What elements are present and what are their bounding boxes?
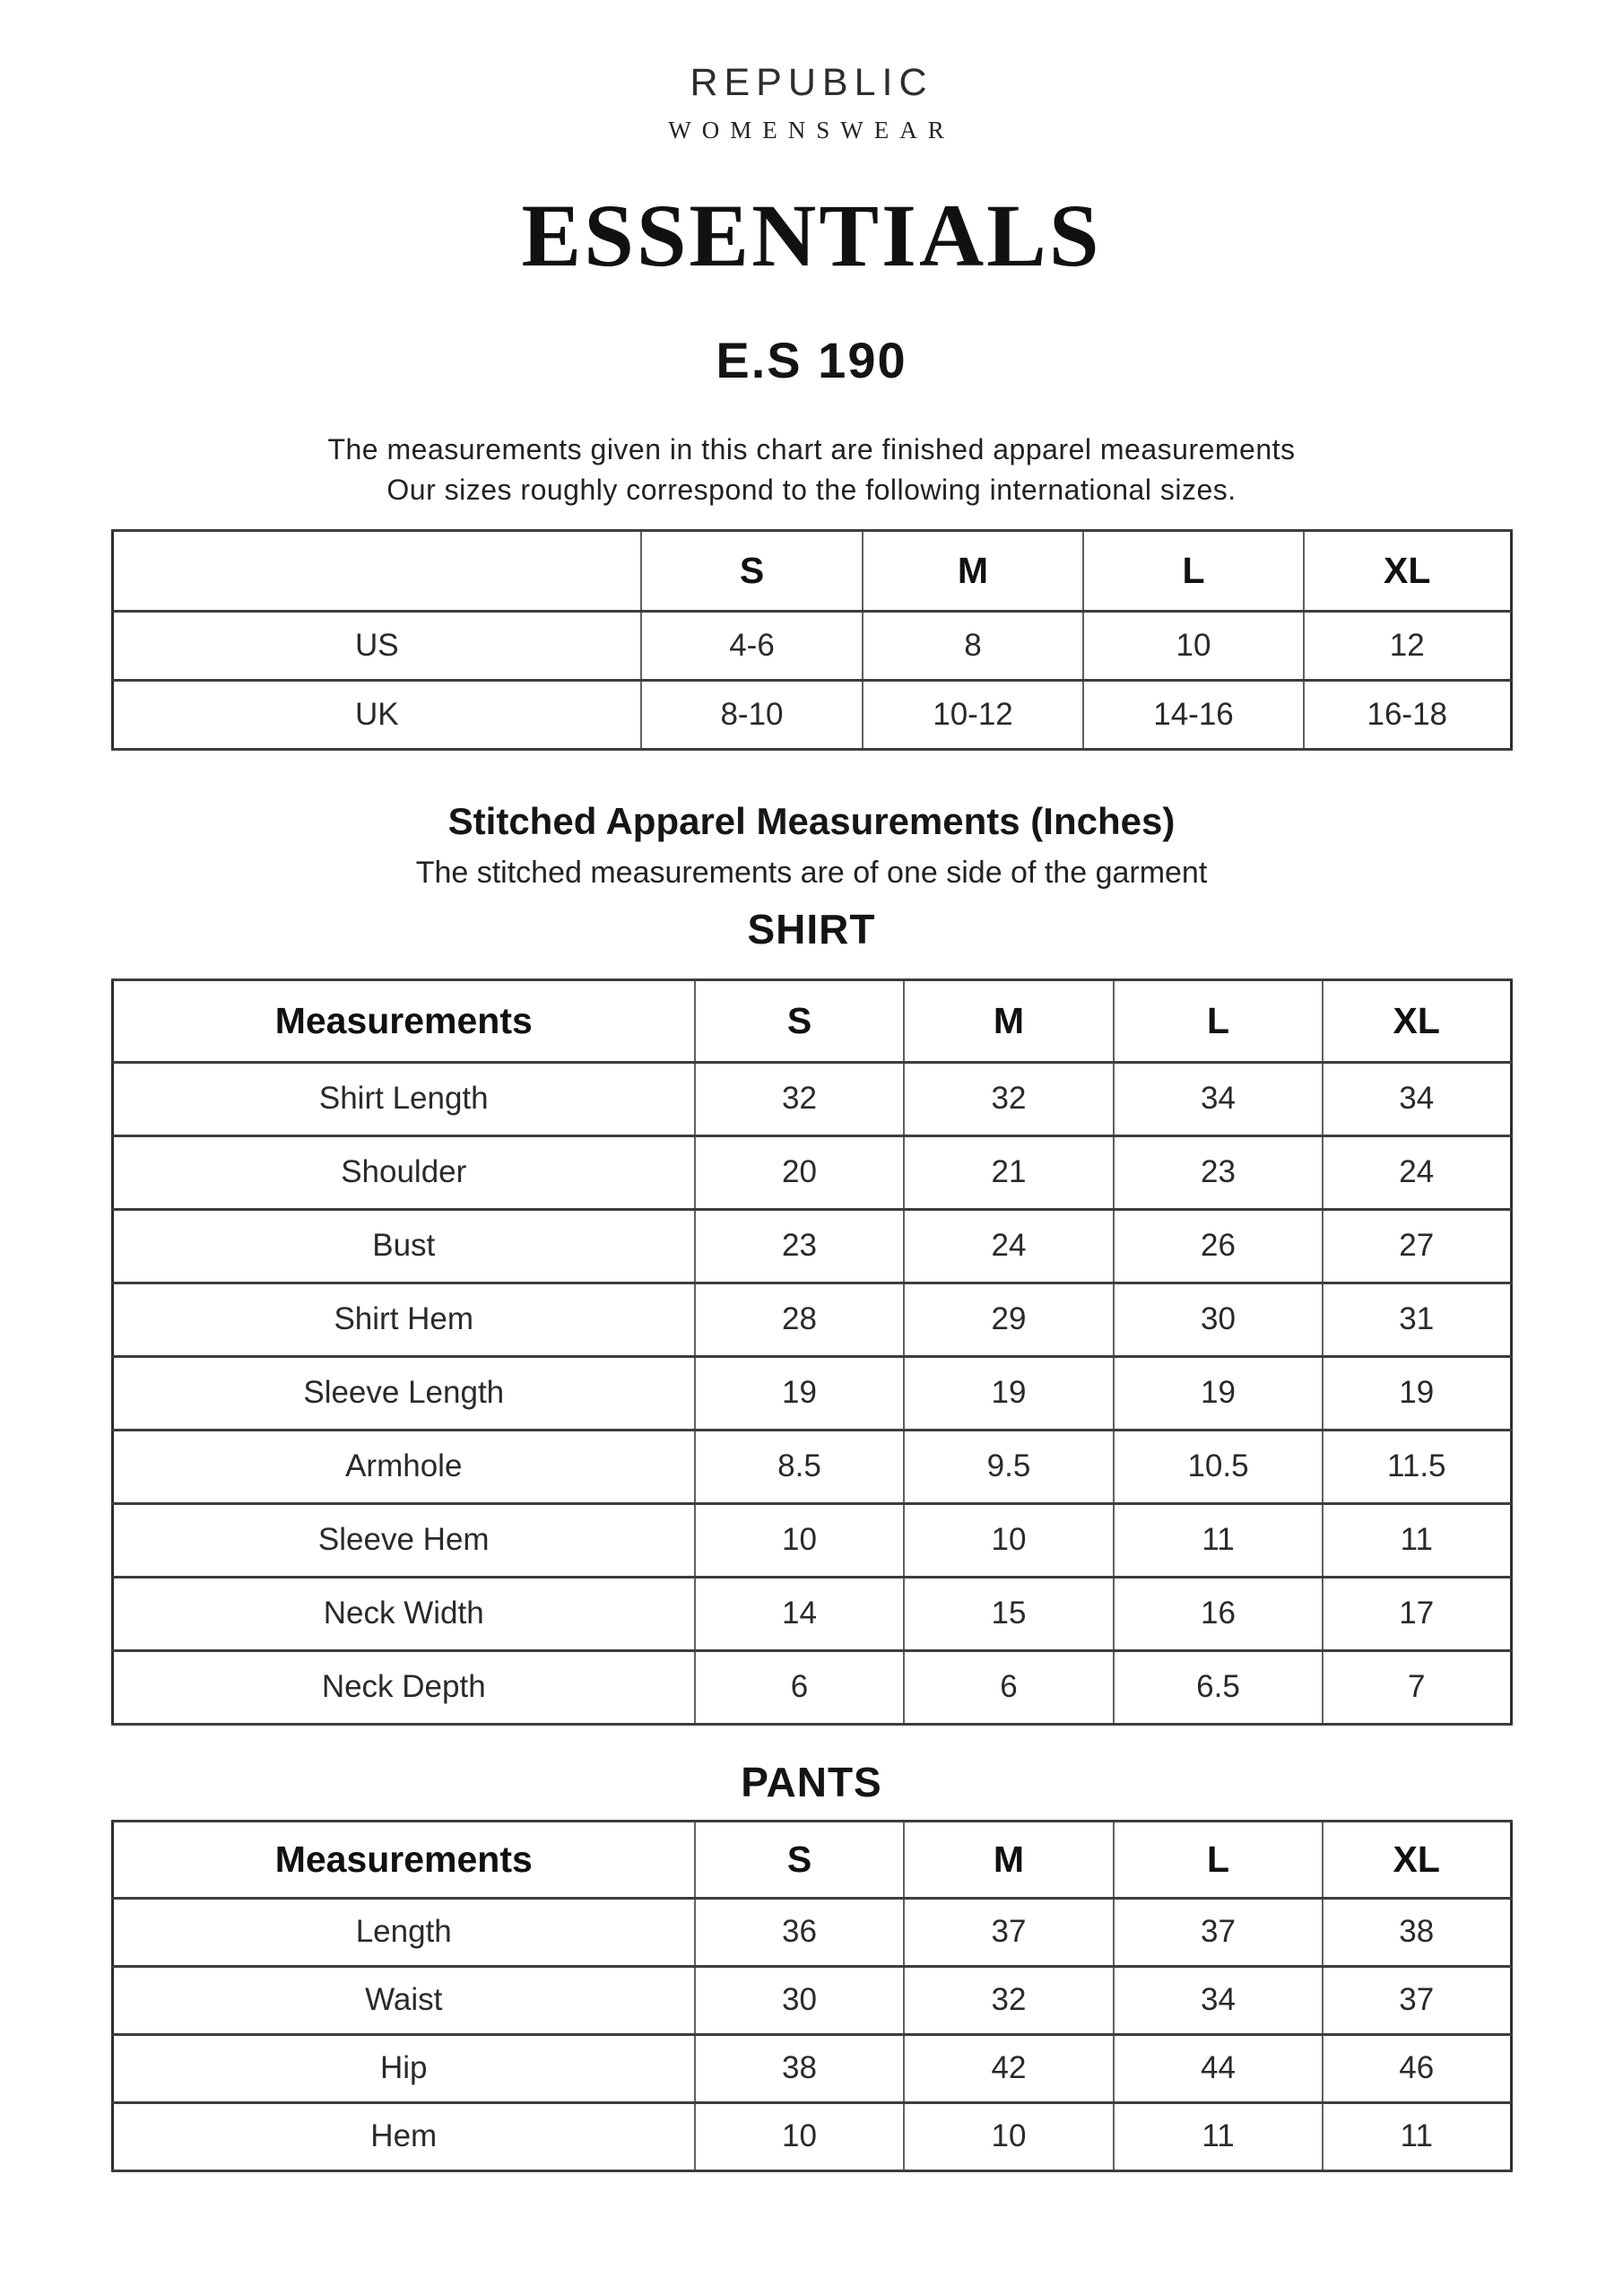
value-cell: 34 [1114,1966,1323,2034]
row-label: Shoulder [112,1135,695,1209]
value-cell: 7 [1323,1650,1511,1724]
value-cell: 28 [695,1283,904,1356]
value-cell: 15 [904,1577,1114,1650]
value-cell: 6 [695,1650,904,1724]
value-cell: 17 [1323,1577,1511,1650]
size-column-header: XL [1304,530,1511,611]
table-row [112,1503,1511,1577]
value-cell: 34 [1323,1062,1511,1135]
value-cell: 16 [1114,1577,1323,1650]
row-label: Neck Depth [112,1650,695,1724]
international-size-table [111,529,1513,751]
intro-line-1: The measurements given in this chart are finished apparel measurements [327,433,1296,466]
row-label: US [112,611,641,680]
value-cell: 8 [863,611,1083,680]
value-cell: 19 [1323,1356,1511,1430]
table-row [112,1062,1511,1135]
table-row [112,2102,1511,2170]
value-cell: 10 [695,2102,904,2170]
value-cell: 20 [695,1135,904,1209]
row-label: Armhole [112,1430,695,1503]
row-label: Sleeve Hem [112,1503,695,1577]
value-cell: 11 [1114,1503,1323,1577]
row-label: Shirt Hem [112,1283,695,1356]
size-column-header: L [1114,979,1323,1062]
value-cell: 10 [904,2102,1114,2170]
value-cell: 12 [1304,611,1511,680]
value-cell: 19 [1114,1356,1323,1430]
value-cell: 36 [695,1898,904,1966]
table-row [112,611,1511,680]
value-cell: 10.5 [1114,1430,1323,1503]
size-column-header: M [904,979,1114,1062]
table-row [112,1966,1511,2034]
value-cell: 16-18 [1304,680,1511,749]
value-cell: 23 [695,1209,904,1283]
value-cell: 32 [904,1966,1114,2034]
value-cell: 30 [1114,1283,1323,1356]
table-row [112,1430,1511,1503]
table-row [112,1135,1511,1209]
row-label: Bust [112,1209,695,1283]
row-label: UK [112,680,641,749]
row-label: Hem [112,2102,695,2170]
label-column-header: Measurements [112,1821,695,1898]
value-cell: 11 [1323,1503,1511,1577]
value-cell: 9.5 [904,1430,1114,1503]
value-cell: 14 [695,1577,904,1650]
value-cell: 31 [1323,1283,1511,1356]
value-cell: 19 [904,1356,1114,1430]
value-cell: 42 [904,2034,1114,2102]
brand-name: REPUBLIC [690,61,933,104]
stitched-section-title: Stitched Apparel Measurements (Inches) [447,799,1176,842]
shirt-heading: SHIRT [747,906,876,953]
value-cell: 10 [695,1503,904,1577]
size-column-header: M [863,530,1083,611]
value-cell: 8-10 [641,680,863,749]
value-cell: 10 [1083,611,1304,680]
table-row [112,1209,1511,1283]
product-code: E.S 190 [716,331,907,388]
label-column-header: Measurements [112,979,695,1062]
value-cell: 30 [695,1966,904,2034]
intro-text [0,430,1623,511]
table-row [112,2034,1511,2102]
value-cell: 10 [904,1503,1114,1577]
value-cell: 11 [1323,2102,1511,2170]
value-cell: 32 [904,1062,1114,1135]
value-cell: 19 [695,1356,904,1430]
value-cell: 8.5 [695,1430,904,1503]
value-cell: 32 [695,1062,904,1135]
table-row [112,1650,1511,1724]
table-row [112,1577,1511,1650]
row-label: Waist [112,1966,695,2034]
value-cell: 46 [1323,2034,1511,2102]
shirt-measurements-table [111,978,1513,1726]
value-cell: 29 [904,1283,1114,1356]
header-row [112,979,1511,1062]
value-cell: 38 [695,2034,904,2102]
table-row [112,680,1511,749]
collection-title: ESSENTIALS [521,185,1102,285]
header-row [112,530,1511,611]
value-cell: 21 [904,1135,1114,1209]
value-cell: 38 [1323,1898,1511,1966]
value-cell: 34 [1114,1062,1323,1135]
value-cell: 44 [1114,2034,1323,2102]
size-column-header: L [1114,1821,1323,1898]
value-cell: 6 [904,1650,1114,1724]
table-row [112,1898,1511,1966]
size-column-header: S [695,979,904,1062]
size-column-header: M [904,1821,1114,1898]
value-cell: 14-16 [1083,680,1304,749]
value-cell: 37 [1323,1966,1511,2034]
value-cell: 23 [1114,1135,1323,1209]
pants-measurements-table [111,1820,1513,2172]
value-cell: 11.5 [1323,1430,1511,1503]
row-label: Sleeve Length [112,1356,695,1430]
row-label: Neck Width [112,1577,695,1650]
table-row [112,1283,1511,1356]
value-cell: 24 [1323,1135,1511,1209]
value-cell: 24 [904,1209,1114,1283]
size-column-header: L [1083,530,1304,611]
pants-heading: PANTS [741,1758,882,1805]
size-column-header: S [695,1821,904,1898]
intro-line-2: Our sizes roughly correspond to the following international sizes. [386,474,1237,507]
size-column-header: XL [1323,979,1511,1062]
size-column-header: S [641,530,863,611]
row-label: Length [112,1898,695,1966]
size-column-header: XL [1323,1821,1511,1898]
value-cell: 4-6 [641,611,863,680]
value-cell: 37 [904,1898,1114,1966]
value-cell: 27 [1323,1209,1511,1283]
value-cell: 6.5 [1114,1650,1323,1724]
value-cell: 37 [1114,1898,1323,1966]
table-row [112,1356,1511,1430]
value-cell: 10-12 [863,680,1083,749]
row-label: Shirt Length [112,1062,695,1135]
label-column-header [112,530,641,611]
value-cell: 11 [1114,2102,1323,2170]
brand-subtitle: WOMENSWEAR [668,117,955,144]
value-cell: 26 [1114,1209,1323,1283]
row-label: Hip [112,2034,695,2102]
stitched-section-subtitle: The stitched measurements are of one side of the garment [415,856,1208,891]
header-row [112,1821,1511,1898]
